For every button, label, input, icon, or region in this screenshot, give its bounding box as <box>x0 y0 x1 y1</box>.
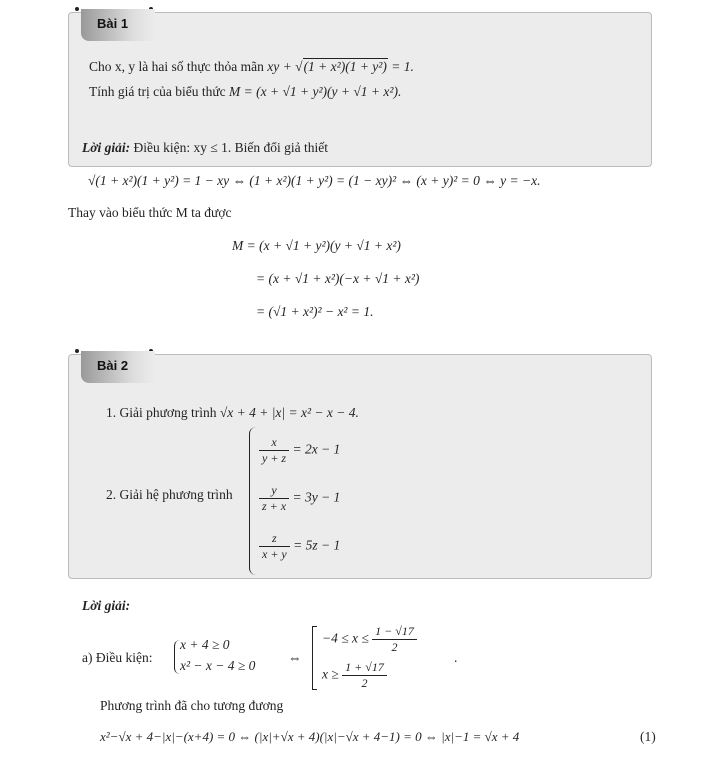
rhs: = 2x − 1 <box>292 441 341 457</box>
problem-1-title: Bài 1 <box>81 9 155 41</box>
numerator: y <box>259 483 289 499</box>
condition-2: x² − x − 4 ≥ 0 <box>180 658 256 673</box>
math-radicand: (1 + x²)(1 + y²) <box>303 59 387 74</box>
system-eq-1 <box>259 435 340 466</box>
part-a-label: a) Điều kiện: <box>82 650 153 665</box>
text: Tính giá trị của biểu thức <box>89 84 230 99</box>
rhs: = 3y − 1 <box>292 489 341 505</box>
solution-1-substitute: Thay vào biểu thức M ta được <box>68 205 232 220</box>
condition-1: x + 4 ≥ 0 <box>180 637 230 652</box>
numerator: 1 + √17 <box>342 660 387 676</box>
text: Điều kiện: xy ≤ 1. Biến đổi giả thiết <box>130 140 329 155</box>
denominator: x + y <box>262 547 287 561</box>
math: xy + √ <box>267 59 303 74</box>
solution-label: Lời giải: <box>82 140 131 155</box>
problem-2-item-1 <box>106 405 359 421</box>
problem-1-line-2 <box>89 84 401 100</box>
math: √x + 4 + |x| = x² − x − 4. <box>219 405 359 420</box>
numerator: 1 − √17 <box>372 624 417 640</box>
problem-1-line-1 <box>89 59 414 75</box>
denominator: y + z <box>262 451 287 465</box>
text: −4 ≤ x ≤ <box>322 630 369 646</box>
case-2 <box>322 660 387 691</box>
text: x ≥ <box>322 666 339 682</box>
system-brace <box>249 427 256 575</box>
equation-number: (1) <box>640 729 656 744</box>
denominator: 2 <box>361 676 368 690</box>
solution-1-intro <box>82 140 328 156</box>
solution-1-equation: √(1 + x²)(1 + y²) = 1 − xy ⇔ (1 + x²)(1 + y²) = (1 − xy)² ⇔ (x + y)² = 0 ⇔ y = −x. <box>88 173 541 188</box>
denominator: z + x <box>262 499 287 513</box>
numerator: z <box>259 531 290 547</box>
system-eq-3 <box>259 531 340 562</box>
math: M = (x + √1 + y²)(y + √1 + x²). <box>229 84 402 99</box>
denominator: 2 <box>391 640 398 654</box>
case-1 <box>322 624 417 655</box>
text: 1. Giải phương trình <box>106 405 220 420</box>
system-eq-2 <box>259 483 340 514</box>
final-equation: x²−√x + 4−|x|−(x+4) = 0 ⇔ (|x|+√x + 4)(|x|−√x + 4−1) = 0 ⇔ |x|−1 = √x + 4 <box>100 729 520 744</box>
text: Cho x, y là hai số thực thỏa mãn <box>89 59 268 74</box>
solution-2-label: Lời giải: <box>82 598 131 613</box>
numerator: x <box>259 435 289 451</box>
period: . <box>454 650 458 665</box>
m-line-3: = (√1 + x²)² − x² = 1. <box>256 304 374 319</box>
rhs: = 5z − 1 <box>293 537 341 553</box>
union-bracket <box>312 626 317 690</box>
m-line-1: M = (x + √1 + y²)(y + √1 + x²) <box>232 238 401 253</box>
math: = 1. <box>387 59 414 74</box>
problem-2-title: Bài 2 <box>81 351 155 383</box>
m-line-2: = (x + √1 + x²)(−x + √1 + x²) <box>256 271 420 286</box>
iff-symbol: ⇔ <box>288 650 302 665</box>
problem-2-item-2: 2. Giải hệ phương trình <box>106 487 233 502</box>
problem-2-box <box>68 354 652 579</box>
equivalent-text: Phương trình đã cho tương đương <box>100 698 284 713</box>
